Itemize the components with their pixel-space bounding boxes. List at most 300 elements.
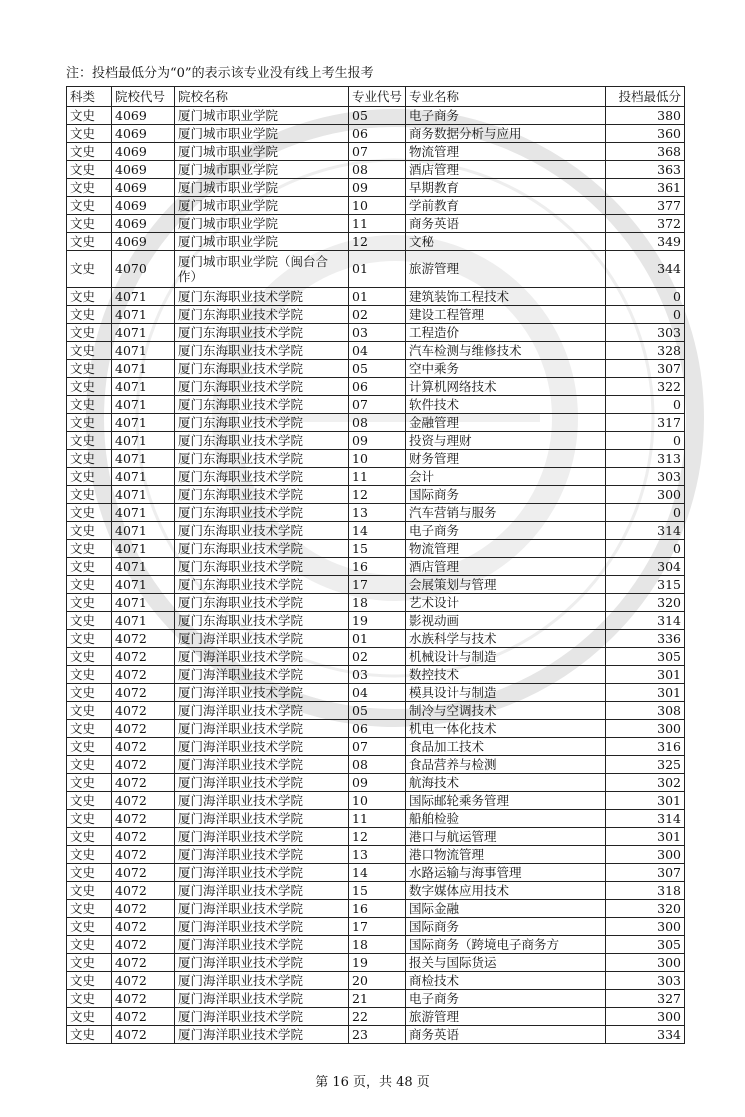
major-name-cell: 国际商务（跨境电子商务方 — [406, 936, 606, 954]
school-name-cell: 厦门海洋职业技术学院 — [175, 720, 349, 738]
major-code-cell: 07 — [349, 143, 406, 161]
school-code-cell: 4072 — [112, 648, 175, 666]
category-cell: 文史 — [67, 972, 112, 990]
school-name-cell: 厦门东海职业技术学院 — [175, 396, 349, 414]
school-name-cell: 厦门东海职业技术学院 — [175, 468, 349, 486]
school-code-cell: 4072 — [112, 900, 175, 918]
major-name-cell: 金融管理 — [406, 414, 606, 432]
min-score-cell: 0 — [606, 306, 685, 324]
category-cell: 文史 — [67, 450, 112, 468]
school-name-cell: 厦门城市职业学院 — [175, 197, 349, 215]
school-name-cell: 厦门海洋职业技术学院 — [175, 864, 349, 882]
table-row — [67, 486, 685, 504]
major-name-cell: 水路运输与海事管理 — [406, 864, 606, 882]
category-cell: 文史 — [67, 828, 112, 846]
min-score-cell: 327 — [606, 990, 685, 1008]
category-cell: 文史 — [67, 900, 112, 918]
school-code-cell: 4071 — [112, 522, 175, 540]
table-row — [67, 864, 685, 882]
table-row — [67, 720, 685, 738]
table-row — [67, 576, 685, 594]
major-code-cell: 16 — [349, 558, 406, 576]
school-code-cell: 4072 — [112, 846, 175, 864]
major-name-cell: 国际邮轮乘务管理 — [406, 792, 606, 810]
school-name-cell: 厦门东海职业技术学院 — [175, 288, 349, 306]
major-name-cell: 艺术设计 — [406, 594, 606, 612]
table-row — [67, 612, 685, 630]
school-name-cell: 厦门海洋职业技术学院 — [175, 1008, 349, 1026]
category-cell: 文史 — [67, 882, 112, 900]
major-name-cell: 电子商务 — [406, 522, 606, 540]
major-name-cell: 报关与国际货运 — [406, 954, 606, 972]
table-row — [67, 107, 685, 125]
major-name-cell: 水族科学与技术 — [406, 630, 606, 648]
major-code-cell: 11 — [349, 810, 406, 828]
school-code-cell: 4072 — [112, 774, 175, 792]
min-score-cell: 360 — [606, 125, 685, 143]
school-name-cell: 厦门海洋职业技术学院 — [175, 972, 349, 990]
category-cell: 文史 — [67, 594, 112, 612]
school-code-cell: 4072 — [112, 972, 175, 990]
major-name-cell: 机械设计与制造 — [406, 648, 606, 666]
category-cell: 文史 — [67, 810, 112, 828]
school-name-cell: 厦门东海职业技术学院 — [175, 576, 349, 594]
school-name-cell: 厦门东海职业技术学院 — [175, 450, 349, 468]
major-name-cell: 财务管理 — [406, 450, 606, 468]
major-code-cell: 09 — [349, 774, 406, 792]
school-code-cell: 4071 — [112, 396, 175, 414]
major-name-cell: 模具设计与制造 — [406, 684, 606, 702]
major-name-cell: 电子商务 — [406, 107, 606, 125]
school-name-cell: 厦门海洋职业技术学院 — [175, 900, 349, 918]
table-row — [67, 954, 685, 972]
school-name-cell: 厦门海洋职业技术学院 — [175, 1026, 349, 1044]
min-score-cell: 0 — [606, 396, 685, 414]
category-cell: 文史 — [67, 504, 112, 522]
table-row — [67, 306, 685, 324]
min-score-cell: 328 — [606, 342, 685, 360]
header-school-code: 院校代号 — [112, 87, 175, 107]
major-code-cell: 08 — [349, 161, 406, 179]
school-name-cell: 厦门东海职业技术学院 — [175, 378, 349, 396]
admission-score-table — [66, 86, 685, 1044]
major-code-cell: 02 — [349, 648, 406, 666]
major-name-cell: 商检技术 — [406, 972, 606, 990]
table-row — [67, 342, 685, 360]
major-code-cell: 23 — [349, 1026, 406, 1044]
major-code-cell: 04 — [349, 342, 406, 360]
school-name-cell: 厦门城市职业学院 — [175, 179, 349, 197]
major-code-cell: 11 — [349, 468, 406, 486]
major-name-cell: 文秘 — [406, 233, 606, 251]
school-name-cell: 厦门东海职业技术学院 — [175, 486, 349, 504]
category-cell: 文史 — [67, 288, 112, 306]
major-name-cell: 旅游管理 — [406, 1008, 606, 1026]
major-code-cell: 01 — [349, 288, 406, 306]
school-name-cell: 厦门城市职业学院 — [175, 125, 349, 143]
major-code-cell: 05 — [349, 702, 406, 720]
min-score-cell: 325 — [606, 756, 685, 774]
school-name-cell: 厦门东海职业技术学院 — [175, 342, 349, 360]
major-code-cell: 18 — [349, 936, 406, 954]
table-row — [67, 396, 685, 414]
min-score-cell: 300 — [606, 918, 685, 936]
category-cell: 文史 — [67, 738, 112, 756]
school-code-cell: 4071 — [112, 324, 175, 342]
min-score-cell: 334 — [606, 1026, 685, 1044]
min-score-cell: 0 — [606, 540, 685, 558]
major-code-cell: 09 — [349, 179, 406, 197]
table-row — [67, 324, 685, 342]
major-name-cell: 商务英语 — [406, 1026, 606, 1044]
category-cell: 文史 — [67, 233, 112, 251]
school-name-cell: 厦门东海职业技术学院 — [175, 612, 349, 630]
major-name-cell: 会计 — [406, 468, 606, 486]
table-row — [67, 522, 685, 540]
table-row — [67, 828, 685, 846]
school-name-cell: 厦门城市职业学院 — [175, 161, 349, 179]
min-score-cell: 314 — [606, 612, 685, 630]
school-name-cell: 厦门东海职业技术学院 — [175, 306, 349, 324]
major-name-cell: 港口与航运管理 — [406, 828, 606, 846]
school-name-cell: 厦门城市职业学院 — [175, 233, 349, 251]
category-cell: 文史 — [67, 215, 112, 233]
min-score-cell: 315 — [606, 576, 685, 594]
major-code-cell: 08 — [349, 414, 406, 432]
min-score-cell: 0 — [606, 504, 685, 522]
major-name-cell: 食品加工技术 — [406, 738, 606, 756]
major-code-cell: 05 — [349, 107, 406, 125]
min-score-cell: 344 — [606, 251, 685, 288]
category-cell: 文史 — [67, 414, 112, 432]
header-school-name: 院校名称 — [175, 87, 349, 107]
category-cell: 文史 — [67, 720, 112, 738]
table-row — [67, 594, 685, 612]
major-name-cell: 食品营养与检测 — [406, 756, 606, 774]
min-score-cell: 349 — [606, 233, 685, 251]
school-code-cell: 4071 — [112, 540, 175, 558]
major-code-cell: 10 — [349, 197, 406, 215]
category-cell: 文史 — [67, 522, 112, 540]
school-name-cell: 厦门海洋职业技术学院 — [175, 792, 349, 810]
school-code-cell: 4072 — [112, 864, 175, 882]
school-code-cell: 4069 — [112, 125, 175, 143]
school-code-cell: 4072 — [112, 792, 175, 810]
min-score-cell: 307 — [606, 360, 685, 378]
major-name-cell: 酒店管理 — [406, 558, 606, 576]
school-code-cell: 4071 — [112, 288, 175, 306]
major-name-cell: 商务英语 — [406, 215, 606, 233]
category-cell: 文史 — [67, 918, 112, 936]
page-footer: 第 16 页，共 48 页 — [315, 1075, 430, 1090]
major-code-cell: 16 — [349, 900, 406, 918]
major-name-cell: 机电一体化技术 — [406, 720, 606, 738]
category-cell: 文史 — [67, 107, 112, 125]
category-cell: 文史 — [67, 558, 112, 576]
table-row — [67, 666, 685, 684]
min-score-cell: 361 — [606, 179, 685, 197]
min-score-cell: 320 — [606, 594, 685, 612]
major-code-cell: 17 — [349, 576, 406, 594]
school-code-cell: 4072 — [112, 720, 175, 738]
school-name-cell: 厦门海洋职业技术学院 — [175, 954, 349, 972]
school-code-cell: 4072 — [112, 666, 175, 684]
major-code-cell: 20 — [349, 972, 406, 990]
school-name-cell: 厦门海洋职业技术学院 — [175, 882, 349, 900]
category-cell: 文史 — [67, 125, 112, 143]
school-code-cell: 4072 — [112, 702, 175, 720]
category-cell: 文史 — [67, 792, 112, 810]
table-row — [67, 810, 685, 828]
table-row — [67, 630, 685, 648]
min-score-cell: 301 — [606, 828, 685, 846]
min-score-cell: 303 — [606, 468, 685, 486]
category-cell: 文史 — [67, 648, 112, 666]
school-code-cell: 4071 — [112, 306, 175, 324]
category-cell: 文史 — [67, 630, 112, 648]
table-row — [67, 738, 685, 756]
school-code-cell: 4072 — [112, 684, 175, 702]
major-code-cell: 01 — [349, 630, 406, 648]
major-name-cell: 物流管理 — [406, 540, 606, 558]
major-name-cell: 工程造价 — [406, 324, 606, 342]
header-category: 科类 — [67, 87, 112, 107]
school-code-cell: 4069 — [112, 107, 175, 125]
school-name-cell: 厦门海洋职业技术学院 — [175, 918, 349, 936]
table-row — [67, 558, 685, 576]
major-code-cell: 02 — [349, 306, 406, 324]
min-score-cell: 301 — [606, 666, 685, 684]
major-name-cell: 酒店管理 — [406, 161, 606, 179]
table-row — [67, 756, 685, 774]
min-score-cell: 300 — [606, 954, 685, 972]
category-cell: 文史 — [67, 378, 112, 396]
school-code-cell: 4071 — [112, 612, 175, 630]
school-code-cell: 4071 — [112, 450, 175, 468]
school-name-cell: 厦门海洋职业技术学院 — [175, 810, 349, 828]
min-score-cell: 301 — [606, 792, 685, 810]
table-row — [67, 1008, 685, 1026]
min-score-cell: 0 — [606, 288, 685, 306]
major-name-cell: 汽车营销与服务 — [406, 504, 606, 522]
major-code-cell: 07 — [349, 396, 406, 414]
category-cell: 文史 — [67, 954, 112, 972]
major-name-cell: 学前教育 — [406, 197, 606, 215]
school-code-cell: 4072 — [112, 810, 175, 828]
category-cell: 文史 — [67, 684, 112, 702]
table-row — [67, 540, 685, 558]
category-cell: 文史 — [67, 612, 112, 630]
major-code-cell: 03 — [349, 324, 406, 342]
school-code-cell: 4069 — [112, 215, 175, 233]
table-row — [67, 972, 685, 990]
table-row — [67, 215, 685, 233]
school-code-cell: 4071 — [112, 486, 175, 504]
category-cell: 文史 — [67, 702, 112, 720]
major-code-cell: 03 — [349, 666, 406, 684]
major-name-cell: 船舶检验 — [406, 810, 606, 828]
min-score-cell: 304 — [606, 558, 685, 576]
major-code-cell: 14 — [349, 864, 406, 882]
min-score-cell: 305 — [606, 936, 685, 954]
school-name-cell: 厦门海洋职业技术学院 — [175, 738, 349, 756]
major-name-cell: 计算机网络技术 — [406, 378, 606, 396]
major-code-cell: 01 — [349, 251, 406, 288]
min-score-cell: 363 — [606, 161, 685, 179]
table-row — [67, 792, 685, 810]
school-name-cell: 厦门东海职业技术学院 — [175, 522, 349, 540]
school-code-cell: 4069 — [112, 143, 175, 161]
min-score-cell: 322 — [606, 378, 685, 396]
major-code-cell: 21 — [349, 990, 406, 1008]
min-score-cell: 368 — [606, 143, 685, 161]
category-cell: 文史 — [67, 468, 112, 486]
category-cell: 文史 — [67, 342, 112, 360]
table-row — [67, 233, 685, 251]
school-name-cell: 厦门东海职业技术学院 — [175, 360, 349, 378]
category-cell: 文史 — [67, 1008, 112, 1026]
school-name-cell: 厦门东海职业技术学院 — [175, 414, 349, 432]
table-row — [67, 197, 685, 215]
table-row — [67, 846, 685, 864]
major-name-cell: 投资与理财 — [406, 432, 606, 450]
school-code-cell: 4070 — [112, 251, 175, 288]
major-name-cell: 国际金融 — [406, 900, 606, 918]
school-code-cell: 4072 — [112, 918, 175, 936]
min-score-cell: 372 — [606, 215, 685, 233]
school-name-cell: 厦门东海职业技术学院 — [175, 558, 349, 576]
major-code-cell: 06 — [349, 720, 406, 738]
school-code-cell: 4072 — [112, 828, 175, 846]
table-row — [67, 1026, 685, 1044]
min-score-cell: 313 — [606, 450, 685, 468]
major-name-cell: 国际商务 — [406, 486, 606, 504]
major-code-cell: 10 — [349, 450, 406, 468]
major-code-cell: 09 — [349, 432, 406, 450]
min-score-cell: 336 — [606, 630, 685, 648]
school-name-cell: 厦门海洋职业技术学院 — [175, 774, 349, 792]
table-row — [67, 648, 685, 666]
category-cell: 文史 — [67, 540, 112, 558]
table-row — [67, 450, 685, 468]
major-name-cell: 空中乘务 — [406, 360, 606, 378]
school-code-cell: 4069 — [112, 161, 175, 179]
table-row — [67, 990, 685, 1008]
major-name-cell: 旅游管理 — [406, 251, 606, 288]
major-name-cell: 电子商务 — [406, 990, 606, 1008]
school-code-cell: 4072 — [112, 936, 175, 954]
min-score-cell: 314 — [606, 522, 685, 540]
major-code-cell: 15 — [349, 540, 406, 558]
major-code-cell: 04 — [349, 684, 406, 702]
school-code-cell: 4072 — [112, 738, 175, 756]
min-score-cell: 300 — [606, 846, 685, 864]
school-code-cell: 4071 — [112, 504, 175, 522]
major-code-cell: 22 — [349, 1008, 406, 1026]
major-code-cell: 12 — [349, 828, 406, 846]
table-row — [67, 936, 685, 954]
school-code-cell: 4071 — [112, 468, 175, 486]
min-score-cell: 320 — [606, 900, 685, 918]
table-row — [67, 414, 685, 432]
school-code-cell: 4071 — [112, 342, 175, 360]
category-cell: 文史 — [67, 324, 112, 342]
major-code-cell: 14 — [349, 522, 406, 540]
major-code-cell: 08 — [349, 756, 406, 774]
table-row — [67, 702, 685, 720]
major-code-cell: 06 — [349, 378, 406, 396]
school-code-cell: 4069 — [112, 197, 175, 215]
major-code-cell: 18 — [349, 594, 406, 612]
major-code-cell: 19 — [349, 612, 406, 630]
major-code-cell: 15 — [349, 882, 406, 900]
major-code-cell: 13 — [349, 504, 406, 522]
category-cell: 文史 — [67, 179, 112, 197]
min-score-cell: 302 — [606, 774, 685, 792]
major-name-cell: 商务数据分析与应用 — [406, 125, 606, 143]
major-code-cell: 10 — [349, 792, 406, 810]
school-code-cell: 4069 — [112, 233, 175, 251]
school-name-cell: 厦门海洋职业技术学院 — [175, 936, 349, 954]
table-row — [67, 432, 685, 450]
category-cell: 文史 — [67, 756, 112, 774]
table-row — [67, 179, 685, 197]
school-code-cell: 4071 — [112, 360, 175, 378]
min-score-cell: 300 — [606, 1008, 685, 1026]
table-row — [67, 774, 685, 792]
major-name-cell: 数控技术 — [406, 666, 606, 684]
school-code-cell: 4071 — [112, 594, 175, 612]
table-row — [67, 161, 685, 179]
category-cell: 文史 — [67, 990, 112, 1008]
major-name-cell: 数字媒体应用技术 — [406, 882, 606, 900]
category-cell: 文史 — [67, 486, 112, 504]
major-name-cell: 早期教育 — [406, 179, 606, 197]
school-name-cell: 厦门城市职业学院 — [175, 107, 349, 125]
major-code-cell: 06 — [349, 125, 406, 143]
school-code-cell: 4069 — [112, 179, 175, 197]
school-code-cell: 4071 — [112, 558, 175, 576]
school-name-cell: 厦门海洋职业技术学院 — [175, 648, 349, 666]
category-cell: 文史 — [67, 197, 112, 215]
table-row — [67, 360, 685, 378]
school-name-cell: 厦门海洋职业技术学院 — [175, 828, 349, 846]
school-name-cell: 厦门东海职业技术学院 — [175, 432, 349, 450]
major-name-cell: 港口物流管理 — [406, 846, 606, 864]
min-score-cell: 307 — [606, 864, 685, 882]
header-major-code: 专业代号 — [349, 87, 406, 107]
school-name-cell: 厦门海洋职业技术学院 — [175, 756, 349, 774]
school-name-cell: 厦门海洋职业技术学院 — [175, 702, 349, 720]
school-name-cell: 厦门海洋职业技术学院 — [175, 630, 349, 648]
header-min-score: 投档最低分 — [606, 87, 685, 107]
min-score-cell: 301 — [606, 684, 685, 702]
category-cell: 文史 — [67, 143, 112, 161]
school-code-cell: 4072 — [112, 1026, 175, 1044]
min-score-cell: 300 — [606, 486, 685, 504]
school-name-cell: 厦门东海职业技术学院 — [175, 324, 349, 342]
min-score-cell: 317 — [606, 414, 685, 432]
school-name-cell: 厦门城市职业学院（闽台合作） — [175, 251, 349, 288]
major-name-cell: 会展策划与管理 — [406, 576, 606, 594]
category-cell: 文史 — [67, 846, 112, 864]
school-name-cell: 厦门东海职业技术学院 — [175, 504, 349, 522]
category-cell: 文史 — [67, 396, 112, 414]
category-cell: 文史 — [67, 251, 112, 288]
category-cell: 文史 — [67, 936, 112, 954]
category-cell: 文史 — [67, 666, 112, 684]
min-score-cell: 318 — [606, 882, 685, 900]
